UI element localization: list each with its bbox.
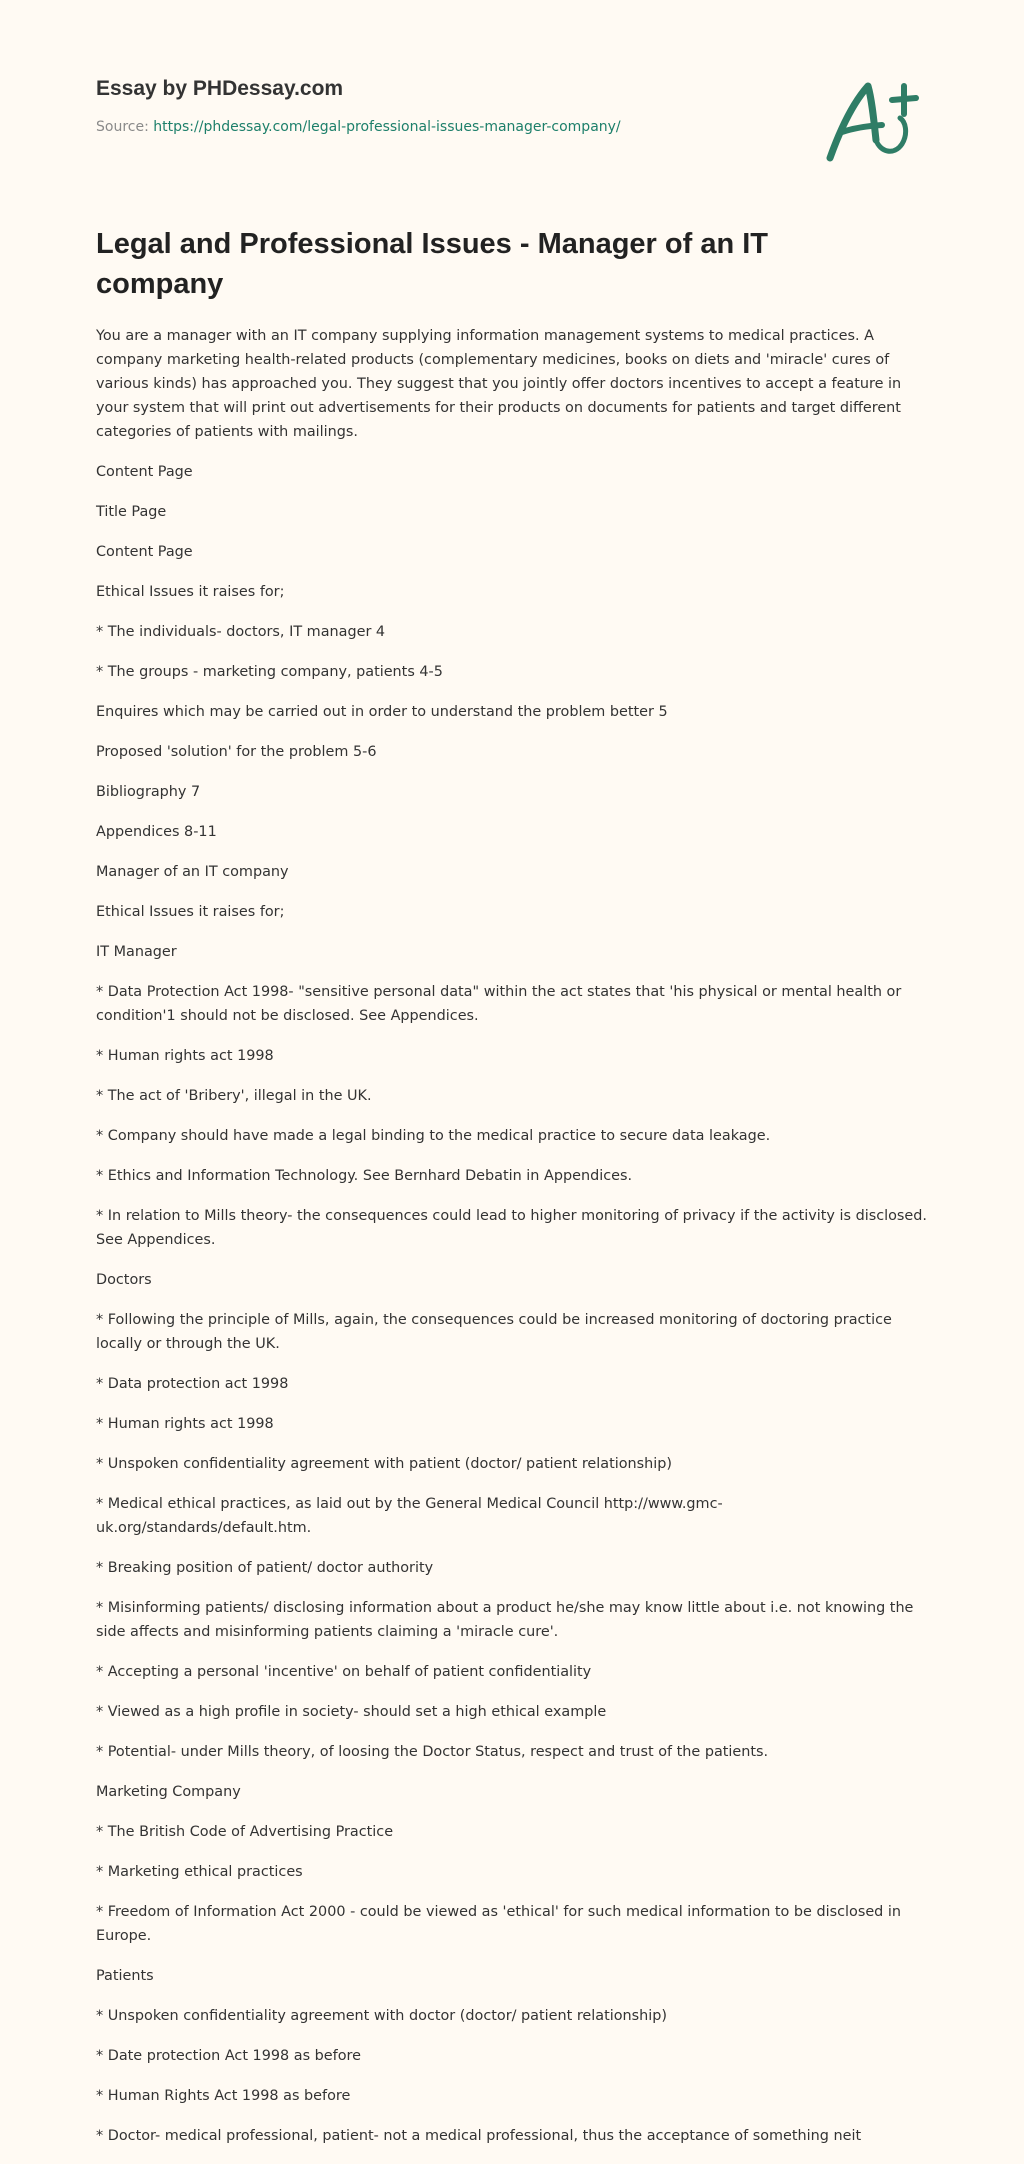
- essay-paragraph: * Ethics and Information Technology. See Bernhard Debatin in Appendices.: [96, 1168, 633, 1184]
- essay-paragraph: Appendices 8-11: [96, 824, 217, 840]
- essay-paragraph: Marketing Company: [96, 1784, 241, 1800]
- essay-paragraph: * Data Protection Act 1998- "sensitive personal data" within the act states that 'his physical or mental health or condition'1 should not be disclosed. See Appendices.: [96, 984, 902, 1024]
- source-link[interactable]: https://phdessay.com/legal-professional-issues-manager-company/: [153, 119, 621, 135]
- essay-paragraph: IT Manager: [96, 944, 177, 960]
- essay-paragraph: * The individuals- doctors, IT manager 4: [96, 624, 386, 640]
- page-title: Legal and Professional Issues - Manager of an IT company: [96, 228, 768, 300]
- essay-paragraph: Manager of an IT company: [96, 864, 289, 880]
- essay-paragraph: * Human rights act 1998: [96, 1048, 274, 1064]
- essay-paragraph: Content Page: [96, 544, 193, 560]
- header: [96, 76, 856, 136]
- essay-paragraph: * Accepting a personal 'incentive' on behalf of patient confidentiality: [96, 1664, 592, 1680]
- essay-paragraph: * Viewed as a high profile in society- should set a high ethical example: [96, 1704, 607, 1720]
- essay-paragraph: Ethical Issues it raises for;: [96, 584, 285, 600]
- essay-paragraph: * Data protection act 1998: [96, 1376, 289, 1392]
- a-plus-logo-icon: [820, 70, 930, 166]
- essay-paragraph: Bibliography 7: [96, 784, 201, 800]
- essay-paragraph: * Unspoken confidentiality agreement with patient (doctor/ patient relationship): [96, 1456, 673, 1472]
- source-line: [96, 118, 856, 136]
- essay-paragraph: * In relation to Mills theory- the consequences could lead to higher monitoring of privacy if the activity is disclosed. See Appendices.: [96, 1208, 927, 1248]
- essay-paragraph: * The act of 'Bribery', illegal in the UK.: [96, 1088, 372, 1104]
- site-brand: Essay by PHDessay.com: [96, 77, 344, 100]
- essay-paragraph: * Human Rights Act 1998 as before: [96, 2088, 351, 2104]
- essay-paragraph: * The British Code of Advertising Practice: [96, 1824, 394, 1840]
- essay-paragraph: * Misinforming patients/ disclosing information about a product he/she may know little about i.e. not knowing the side affects and misinforming patients claiming a 'miracle cure'.: [96, 1600, 914, 1640]
- essay-paragraph: * The groups - marketing company, patients 4-5: [96, 664, 443, 680]
- essay-paragraph: * Medical ethical practices, as laid out by the General Medical Council http://www.gmc-uk.org/standards/default.htm.: [96, 1496, 723, 1536]
- essay-paragraph: * Company should have made a legal binding to the medical practice to secure data leakage.: [96, 1128, 771, 1144]
- essay-paragraph: * Following the principle of Mills, again, the consequences could be increased monitoring of doctoring practice locally or through the UK.: [96, 1312, 892, 1352]
- essay-paragraph: * Freedom of Information Act 2000 - could be viewed as 'ethical' for such medical information to be disclosed in Europe.: [96, 1904, 902, 1944]
- essay-paragraph: * Marketing ethical practices: [96, 1864, 303, 1880]
- essay-paragraph: Content Page: [96, 464, 193, 480]
- source-label: Source:: [96, 119, 154, 135]
- essay-paragraph: Doctors: [96, 1272, 152, 1288]
- essay-paragraph: * Potential- under Mills theory, of loosing the Doctor Status, respect and trust of the patients.: [96, 1744, 769, 1760]
- essay-paragraph: Patients: [96, 1968, 154, 1984]
- essay-paragraph: * Unspoken confidentiality agreement with doctor (doctor/ patient relationship): [96, 2008, 668, 2024]
- essay-paragraph: You are a manager with an IT company supplying information management systems to medical practices. A company marketing health-related products (complementary medicines, books on diets and 'miracle' cures of various kinds) has approached you. They suggest that you jointly offer doctors incentives to accept a feature in your system that will print out advertisements for their products on documents for patients and target different categories of patients with mailings.: [96, 328, 902, 440]
- essay-body: [96, 324, 932, 2164]
- essay-paragraph: Title Page: [96, 504, 167, 520]
- essay-paragraph: Proposed 'solution' for the problem 5-6: [96, 744, 377, 760]
- essay-paragraph: * Date protection Act 1998 as before: [96, 2048, 361, 2064]
- essay-paragraph: Ethical Issues it raises for;: [96, 904, 285, 920]
- essay-paragraph: * Doctor- medical professional, patient- not a medical professional, thus the acceptance of something neit: [96, 2128, 862, 2144]
- essay-paragraph: * Breaking position of patient/ doctor authority: [96, 1560, 434, 1576]
- essay-paragraph: * Human rights act 1998: [96, 1416, 274, 1432]
- essay-paragraph: Enquires which may be carried out in order to understand the problem better 5: [96, 704, 668, 720]
